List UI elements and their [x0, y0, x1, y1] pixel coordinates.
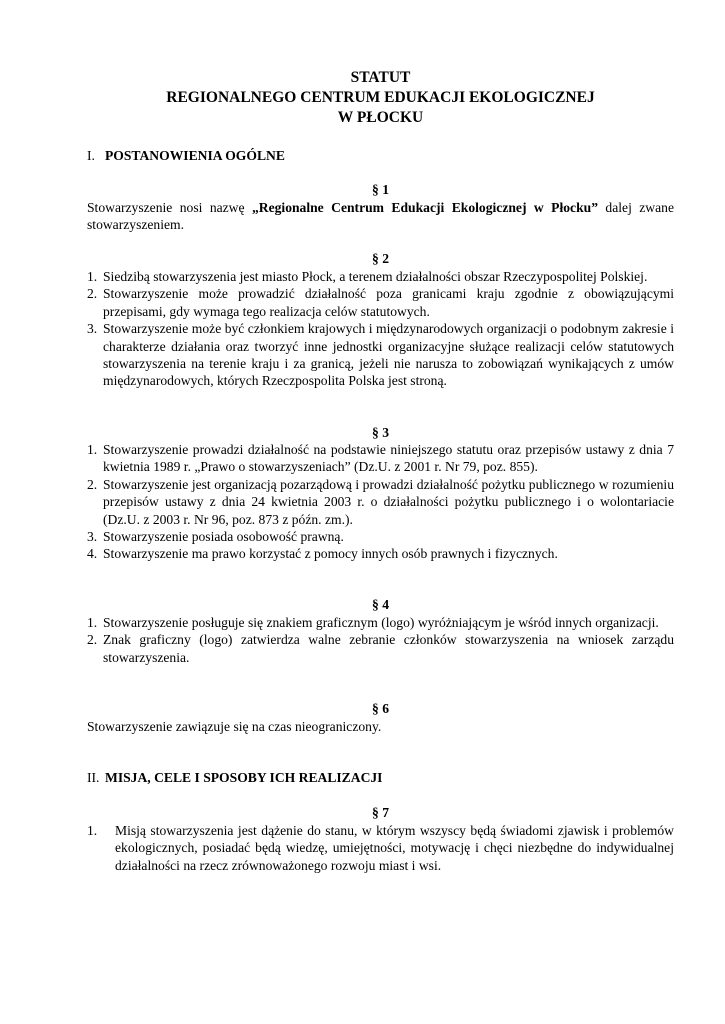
list-item — [87, 545, 674, 562]
paragraph-2-body — [87, 268, 674, 390]
paragraph-1-text-after: dalej zwane stowarzyszeniem. — [87, 200, 674, 233]
item-text: Misją stowarzyszenia jest dążenie do stanu, w którym wszyscy będą świadomi zjawisk i problemów ekologicznych, posiadać będą wiedzę, umiejętności, motywację i chęci niezbędne do indywidualnej działalności na rzecz zrównoważonego rozwoju miast i wsi. — [115, 823, 674, 873]
item-number: 3. — [87, 529, 98, 545]
item-text: Stowarzyszenie może prowadzić działalność poza granicami kraju zgodnie z obowiązującymi przepisami, gdy wymaga tego realizacja celów statutowych. — [103, 286, 674, 319]
paragraph-heading-3: § 3 — [372, 425, 389, 440]
item-number: 2. — [87, 632, 98, 648]
paragraph-heading-7: § 7 — [372, 805, 389, 820]
item-text: Siedzibą stowarzyszenia jest miasto Płock, a terenem działalności obszar Rzeczypospolitej Polskiej. — [103, 269, 648, 284]
section-number: I. — [87, 148, 95, 163]
association-name: „Regionalne Centrum Edukacji Ekologicznej w Płocku” — [251, 200, 598, 215]
item-number: 3. — [87, 321, 98, 337]
paragraph-7-body — [87, 822, 674, 874]
item-text: Stowarzyszenie posiada osobowość prawną. — [103, 529, 344, 545]
paragraph-6-text: Stowarzyszenie zawiązuje się na czas nieograniczony. — [87, 719, 382, 734]
list-item — [87, 285, 674, 320]
title-line-1: STATUT — [350, 69, 411, 86]
section-title: POSTANOWIENIA OGÓLNE — [105, 148, 285, 163]
title-line-2: REGIONALNEGO CENTRUM EDUKACJI EKOLOGICZNEJ — [166, 89, 595, 106]
paragraph-4-body — [87, 614, 674, 666]
item-number: 1. — [87, 823, 98, 838]
item-number: 2. — [87, 476, 98, 492]
document-title — [87, 68, 674, 128]
list-item — [87, 631, 674, 666]
item-text: Stowarzyszenie może być członkiem krajowych i międzynarodowych organizacji o podobnym zakresie i charakterze działania oraz tworzyć inne jednostki organizacyjne służące realizacji celów statutowych stowarzyszenia na terenie kraju i za granicą, jeżeli nie narusza to zobowiązań wynikających z umów międzynarodowych, których Rzeczpospolita Polska jest stroną. — [103, 321, 674, 389]
list-item — [87, 268, 674, 285]
paragraph-heading-4: § 4 — [372, 597, 389, 612]
paragraph-6-body — [87, 718, 674, 735]
list-item — [87, 528, 674, 545]
section-heading-1 — [87, 147, 674, 164]
title-line-3: W PŁOCKU — [337, 109, 424, 126]
paragraph-3-body — [87, 441, 674, 563]
list-item — [87, 614, 674, 631]
item-number: 4. — [87, 546, 98, 562]
item-number: 1. — [87, 442, 98, 457]
section-number: II. — [87, 770, 100, 785]
list-item — [87, 822, 674, 874]
item-text: Stowarzyszenie posługuje się znakiem graficznym (logo) wyróżniającym je wśród innych organizacji. — [103, 615, 659, 630]
item-text: Stowarzyszenie ma prawo korzystać z pomocy innych osób prawnych i fizycznych. — [103, 546, 558, 562]
paragraph-heading-2: § 2 — [372, 251, 389, 266]
item-number: 1. — [87, 615, 98, 630]
item-text: Znak graficzny (logo) zatwierdza walne zebranie członków stowarzyszenia na wniosek zarządu stowarzyszenia. — [103, 632, 674, 665]
item-text: Stowarzyszenie jest organizacją pozarządową i prowadzi działalność pożytku publicznego w rozumieniu przepisów ustawy z dnia 24 kwietnia 2003 r. o działalności pożytku publicznego i o wolontariacie (Dz.U. z 2003 r. Nr 96, poz. 873 z późn. zm.). — [103, 476, 674, 527]
paragraph-1-body — [87, 199, 674, 234]
item-number: 1. — [87, 269, 98, 284]
section-heading-2 — [87, 769, 674, 786]
item-number: 2. — [87, 286, 98, 302]
paragraph-heading-6: § 6 — [372, 701, 389, 716]
paragraph-heading-1: § 1 — [372, 182, 389, 197]
section-title: MISJA, CELE I SPOSOBY ICH REALIZACJI — [105, 770, 383, 785]
item-text: Stowarzyszenie prowadzi działalność na podstawie niniejszego statutu oraz przepisów ustawy z dnia 7 kwietnia 1989 r. „Prawo o stowarzyszeniach” (Dz.U. z 2001 r. Nr 79, poz. 855). — [103, 442, 674, 475]
list-item — [87, 441, 674, 476]
list-item — [87, 476, 674, 528]
paragraph-1-text-before: Stowarzyszenie nosi nazwę — [87, 200, 252, 215]
list-item — [87, 320, 674, 390]
